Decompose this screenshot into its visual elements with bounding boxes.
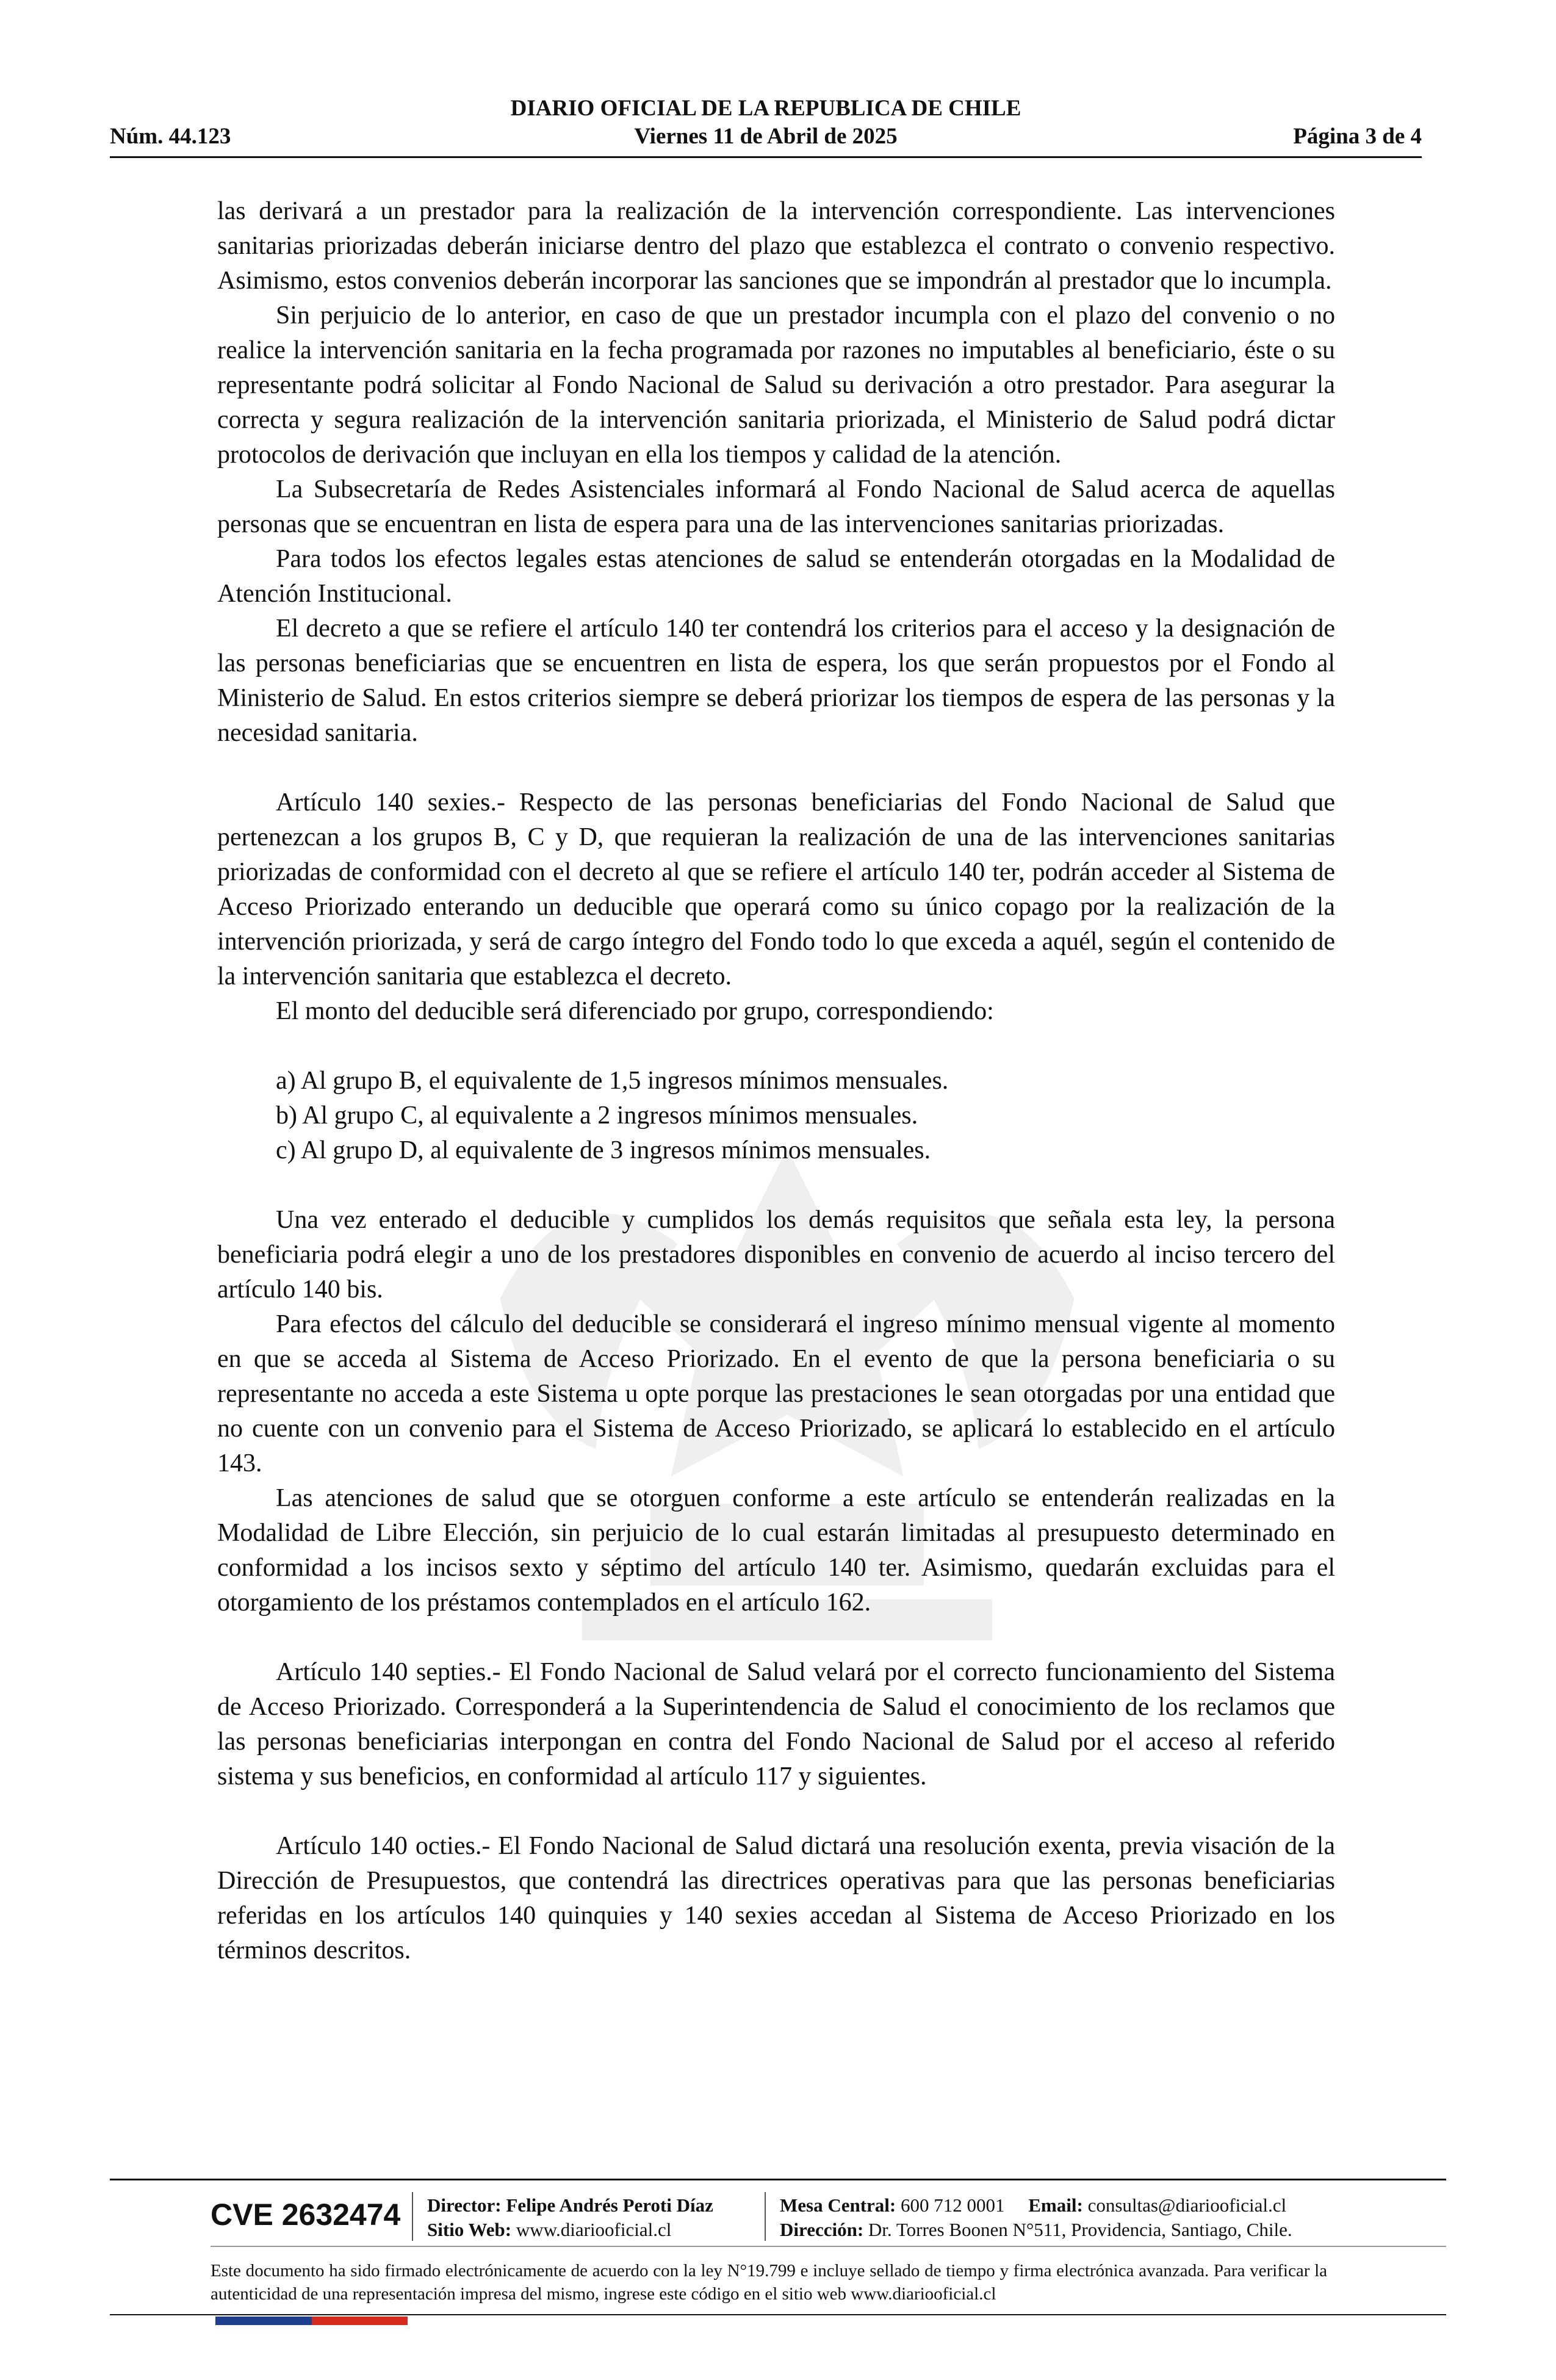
site-link[interactable]: www.diariooficial.cl [516, 2219, 672, 2240]
contact-line [780, 2193, 1292, 2218]
article-140-octies: Artículo 140 octies.- El Fondo Nacional de Salud dictará una resolución exenta, previa visación de la Dirección de Presupuestos, que contendrá las directrices operativas para que las personas beneficiarias referidas en los artículos 140 quinquies y 140 sexies accedan al Sistema de Acceso Priorizado en los términos descritos. [217, 1832, 1335, 1964]
footer-bottom-divider [110, 2314, 1446, 2315]
article-140-sexies: Artículo 140 sexies.- Respecto de las personas beneficiarias del Fondo Nacional de Salud que pertenezcan a los grupos B, C y D, que requieran la realización de una de las intervenciones sanitarias priorizadas de conformidad con el decreto al que se refiere el artículo 140 ter, podrán acceder al Sistema de Acceso Priorizado enterando un deducible que operará como su único copago por la realización de la intervención priorizada, y será de cargo íntegro del Fondo todo lo que exceda a aquél, según el contenido de la intervención sanitaria que establezca el decreto. [217, 788, 1335, 990]
paragraph: Las atenciones de salud que se otorguen conforme a este artículo se entenderán realizadas en la Modalidad de Libre Elección, sin perjuicio de lo cual estarán limitadas al presupuesto determinado en conformidad a los incisos sexto y séptimo del artículo 140 ter. Asimismo, quedarán excluidas para el otorgamiento de los préstamos contemplados en el artículo 162. [217, 1484, 1335, 1617]
page-footer [110, 2179, 1446, 2380]
footer-contact-block [780, 2193, 1292, 2242]
phone-value: 600 712 0001 [901, 2194, 1005, 2216]
address-value: Dr. Torres Boonen N°511, Providencia, Santiago, Chile. [868, 2219, 1292, 2240]
list-item: a) Al grupo B, el equivalente de 1,5 ingresos mínimos mensuales. [276, 1067, 949, 1095]
paragraph: El monto del deducible será diferenciado por grupo, correspondiendo: [276, 997, 994, 1025]
paragraph: Sin perjuicio de lo anterior, en caso de que un prestador incumpla con el plazo del convenio o no realice la intervención sanitaria en la fecha programada por razones no imputables al beneficiario, éste o su representante podrá solicitar al Fondo Nacional de Salud su derivación a otro prestador. Para asegurar la correcta y segura realización de la intervención sanitaria priorizada, el Ministerio de Salud podrá dictar protocolos de derivación que incluyan en ella los tiempos y calidad de la atención. [217, 301, 1335, 469]
site-line [427, 2218, 713, 2242]
issue-date: Viernes 11 de Abril de 2025 [634, 124, 898, 149]
address-line [780, 2218, 1292, 2242]
site-label: Sitio Web: [427, 2219, 512, 2240]
list-item: c) Al grupo D, al equivalente de 3 ingresos mínimos mensuales. [276, 1136, 931, 1164]
director-name: Felipe Andrés Peroti Díaz [506, 2194, 713, 2216]
header-divider [110, 156, 1422, 158]
paragraph: La Subsecretaría de Redes Asistenciales informará al Fondo Nacional de Salud acerca de aquellas personas que se encuentran en lista de espera para una de las intervenciones sanitarias priorizadas. [217, 475, 1335, 538]
cve-code: CVE 2632474 [211, 2198, 401, 2232]
email-link[interactable]: consultas@diariooficial.cl [1087, 2194, 1287, 2216]
flag-segment [312, 2317, 360, 2325]
footer-top-divider [110, 2179, 1446, 2180]
document-body [217, 194, 1335, 1968]
page-number: Página 3 de 4 [1293, 124, 1422, 149]
footer-director-block [427, 2193, 713, 2242]
electronic-signature-notice: Este documento ha sido firmado electrónicamente de acuerdo con la ley N°19.799 e incluye sellado de tiempo y firma electrónica avanzada. Para verificar la autenticidad de una representación impresa del mismo, ingrese este código en el sitio web www.diariooficial.cl [211, 2261, 1327, 2304]
flag-segment [264, 2317, 312, 2325]
paragraph: las derivará a un prestador para la realización de la intervención correspondiente. Las intervenciones sanitarias priorizadas deberán iniciarse dentro del plazo que establezca el contrato o convenio respectivo. Asimismo, estos convenios deberán incorporar las sanciones que se impondrán al prestador que lo incumpla. [217, 197, 1335, 295]
flag-segment [215, 2317, 264, 2325]
publication-title: DIARIO OFICIAL DE LA REPUBLICA DE CHILE [510, 96, 1021, 121]
paragraph: El decreto a que se refiere el artículo 140 ter contendrá los criterios para el acceso y la designación de las personas beneficiarias que se encuentren en lista de espera, los que serán propuestos por el Fondo al Ministerio de Salud. En estos criterios siempre se deberá priorizar los tiempos de espera de las personas y la necesidad sanitaria. [217, 615, 1335, 747]
paragraph: Para todos los efectos legales estas atenciones de salud se entenderán otorgadas en la Modalidad de Atención Institucional. [217, 545, 1335, 608]
paragraph: Para efectos del cálculo del deducible se considerará el ingreso mínimo mensual vigente al momento en que se acceda al Sistema de Acceso Priorizado. En el evento de que la persona beneficiaria o su representante no acceda a este Sistema u opte porque las prestaciones le sean otorgadas por una entidad que no cuente con un convenio para el Sistema de Acceso Priorizado, se aplicará lo establecido en el artículo 143. [217, 1310, 1335, 1477]
issue-number: Núm. 44.123 [110, 124, 231, 149]
phone-label: Mesa Central: [780, 2194, 896, 2216]
footer-separator [412, 2192, 413, 2241]
article-140-septies: Artículo 140 septies.- El Fondo Nacional de Salud velará por el correcto funcionamiento del Sistema de Acceso Priorizado. Corresponderá a la Superintendencia de Salud el conocimiento de los reclamos que las personas beneficiarias interpongan en contra del Fondo Nacional de Salud por el acceso al referido sistema y sus beneficios, en conformidad al artículo 117 y siguientes. [217, 1658, 1335, 1790]
page-header [110, 92, 1422, 159]
deductible-list [217, 1064, 1335, 1168]
footer-separator [765, 2192, 766, 2241]
flag-stripe [215, 2317, 408, 2325]
list-item: b) Al grupo C, al equivalente a 2 ingresos mínimos mensuales. [276, 1102, 918, 1130]
flag-segment [359, 2317, 408, 2325]
footer-mid-divider [211, 2246, 1446, 2247]
email-label: Email: [1028, 2194, 1083, 2216]
paragraph: Una vez enterado el deducible y cumplidos los demás requisitos que señala esta ley, la persona beneficiaria podrá elegir a uno de los prestadores disponibles en convenio de acuerdo al inciso tercero del artículo 140 bis. [217, 1206, 1335, 1304]
director-line [427, 2193, 713, 2218]
address-label: Dirección: [780, 2219, 864, 2240]
director-label: Director: [427, 2194, 502, 2216]
